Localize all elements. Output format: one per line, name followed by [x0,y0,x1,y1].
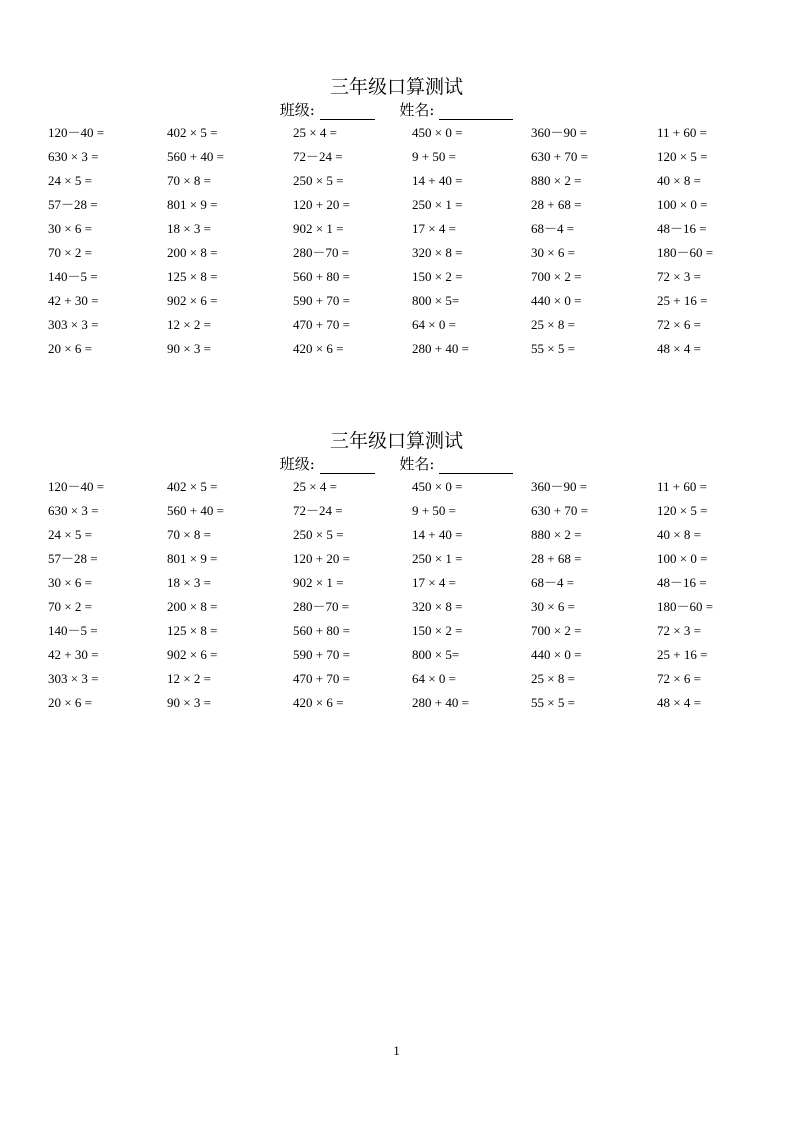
problem: 700 × 2 = [531,269,582,284]
problem: 280－70 = [293,245,350,260]
problem-row [0,643,793,667]
problem: 17 × 4 = [412,221,456,236]
problem: 280－70 = [293,599,350,614]
problem-row [0,169,793,193]
name-blank[interactable] [439,103,513,120]
problem: 440 × 0 = [531,647,582,662]
problem: 120－40 = [48,479,105,494]
problem: 125 × 8 = [167,269,218,284]
problem: 25 × 8 = [531,671,575,686]
page-number: 1 [393,1043,400,1058]
problem: 150 × 2 = [412,269,463,284]
problem-grid [0,475,793,715]
problem: 470 + 70 = [293,671,350,686]
problem: 30 × 6 = [48,575,92,590]
problem: 12 × 2 = [167,671,211,686]
problem: 48 × 4 = [657,695,701,710]
problem-row [0,595,793,619]
class-label: 班级: [279,101,315,119]
problem: 280 + 40 = [412,695,469,710]
problem: 801 × 9 = [167,551,218,566]
problem: 902 × 1 = [293,575,344,590]
class-blank[interactable] [320,457,375,474]
problem: 72 × 3 = [657,269,701,284]
problem: 68－4 = [531,575,575,590]
problem: 590 + 70 = [293,293,350,308]
problem: 72－24 = [293,503,343,518]
problem-row [0,499,793,523]
problem: 320 × 8 = [412,245,463,260]
problem: 420 × 6 = [293,341,344,356]
problem: 9 + 50 = [412,149,456,164]
problem: 25 + 16 = [657,647,708,662]
test-sheet-2 [0,429,793,729]
problem: 28 + 68 = [531,197,582,212]
problem: 560 + 40 = [167,503,224,518]
problem: 200 × 8 = [167,245,218,260]
problem-grid [0,121,793,361]
problem: 140－5 = [48,623,98,638]
problem: 11 + 60 = [657,479,707,494]
problem: 630 + 70 = [531,149,588,164]
problem: 402 × 5 = [167,479,218,494]
problem: 70 × 8 = [167,527,211,542]
problem: 20 × 6 = [48,695,92,710]
problem: 250 × 1 = [412,197,463,212]
problem: 200 × 8 = [167,599,218,614]
problem: 25 × 4 = [293,125,337,140]
problem-row [0,571,793,595]
problem-row [0,619,793,643]
problem: 450 × 0 = [412,479,463,494]
problem: 360－90 = [531,125,588,140]
problem-row [0,121,793,145]
problem: 14 + 40 = [412,173,463,188]
problem: 12 × 2 = [167,317,211,332]
problem: 72 × 3 = [657,623,701,638]
problem: 9 + 50 = [412,503,456,518]
problem: 250 × 5 = [293,527,344,542]
problem: 560 + 80 = [293,623,350,638]
problem: 880 × 2 = [531,527,582,542]
problem: 700 × 2 = [531,623,582,638]
student-info [0,100,793,120]
problem: 72 × 6 = [657,317,701,332]
problem: 72－24 = [293,149,343,164]
problem: 880 × 2 = [531,173,582,188]
problem: 360－90 = [531,479,588,494]
problem: 30 × 6 = [48,221,92,236]
problem: 320 × 8 = [412,599,463,614]
problem: 70 × 8 = [167,173,211,188]
problem: 70 × 2 = [48,599,92,614]
problem: 18 × 3 = [167,221,211,236]
problem: 30 × 6 = [531,599,575,614]
problem: 11 + 60 = [657,125,707,140]
problem: 630 × 3 = [48,149,99,164]
problem: 120 + 20 = [293,551,350,566]
problem: 40 × 8 = [657,173,701,188]
problem: 125 × 8 = [167,623,218,638]
problem: 100 × 0 = [657,197,708,212]
problem: 120 + 20 = [293,197,350,212]
problem-row [0,691,793,715]
class-blank[interactable] [320,103,375,120]
problem-row [0,523,793,547]
problem: 25 × 4 = [293,479,337,494]
problem-row [0,193,793,217]
problem: 25 + 16 = [657,293,708,308]
student-info [0,454,793,474]
problem: 902 × 6 = [167,647,218,662]
sheet-title: 三年级口算测试 [329,76,463,98]
problem: 55 × 5 = [531,341,575,356]
problem: 630 + 70 = [531,503,588,518]
problem: 440 × 0 = [531,293,582,308]
problem: 55 × 5 = [531,695,575,710]
problem: 560 + 40 = [167,149,224,164]
problem: 42 + 30 = [48,293,99,308]
problem: 17 × 4 = [412,575,456,590]
problem-row [0,265,793,289]
problem: 150 × 2 = [412,623,463,638]
test-sheet-1 [0,75,793,375]
problem-row [0,475,793,499]
problem: 90 × 3 = [167,341,211,356]
problem-row [0,667,793,691]
name-label: 姓名: [399,101,435,119]
problem: 100 × 0 = [657,551,708,566]
problem-row [0,145,793,169]
problem: 68－4 = [531,221,575,236]
problem: 630 × 3 = [48,503,99,518]
problem: 801 × 9 = [167,197,218,212]
problem: 20 × 6 = [48,341,92,356]
problem: 250 × 5 = [293,173,344,188]
problem: 24 × 5 = [48,173,92,188]
problem: 902 × 1 = [293,221,344,236]
problem: 470 + 70 = [293,317,350,332]
problem: 30 × 6 = [531,245,575,260]
problem: 120 × 5 = [657,149,708,164]
sheet-title: 三年级口算测试 [329,430,463,452]
problem: 800 × 5= [412,647,460,662]
problem: 180－60 = [657,599,714,614]
class-label: 班级: [279,455,315,473]
problem: 18 × 3 = [167,575,211,590]
problem: 560 + 80 = [293,269,350,284]
name-label: 姓名: [399,455,435,473]
problem-row [0,217,793,241]
problem: 48 × 4 = [657,341,701,356]
problem: 14 + 40 = [412,527,463,542]
problem: 450 × 0 = [412,125,463,140]
problem: 40 × 8 = [657,527,701,542]
name-blank[interactable] [439,457,513,474]
problem: 303 × 3 = [48,671,99,686]
problem: 70 × 2 = [48,245,92,260]
problem: 250 × 1 = [412,551,463,566]
problem: 402 × 5 = [167,125,218,140]
problem-row [0,337,793,361]
problem: 57－28 = [48,551,98,566]
problem-row [0,547,793,571]
problem: 420 × 6 = [293,695,344,710]
problem-row [0,289,793,313]
problem: 64 × 0 = [412,317,456,332]
problem: 800 × 5= [412,293,460,308]
problem: 590 + 70 = [293,647,350,662]
problem-row [0,241,793,265]
problem: 48－16 = [657,575,707,590]
problem-row [0,313,793,337]
problem: 25 × 8 = [531,317,575,332]
problem: 140－5 = [48,269,98,284]
problem: 120－40 = [48,125,105,140]
problem: 72 × 6 = [657,671,701,686]
problem: 902 × 6 = [167,293,218,308]
problem: 180－60 = [657,245,714,260]
problem: 303 × 3 = [48,317,99,332]
problem: 90 × 3 = [167,695,211,710]
problem: 64 × 0 = [412,671,456,686]
problem: 42 + 30 = [48,647,99,662]
problem: 120 × 5 = [657,503,708,518]
problem: 48－16 = [657,221,707,236]
problem: 24 × 5 = [48,527,92,542]
problem: 280 + 40 = [412,341,469,356]
problem: 57－28 = [48,197,98,212]
problem: 28 + 68 = [531,551,582,566]
